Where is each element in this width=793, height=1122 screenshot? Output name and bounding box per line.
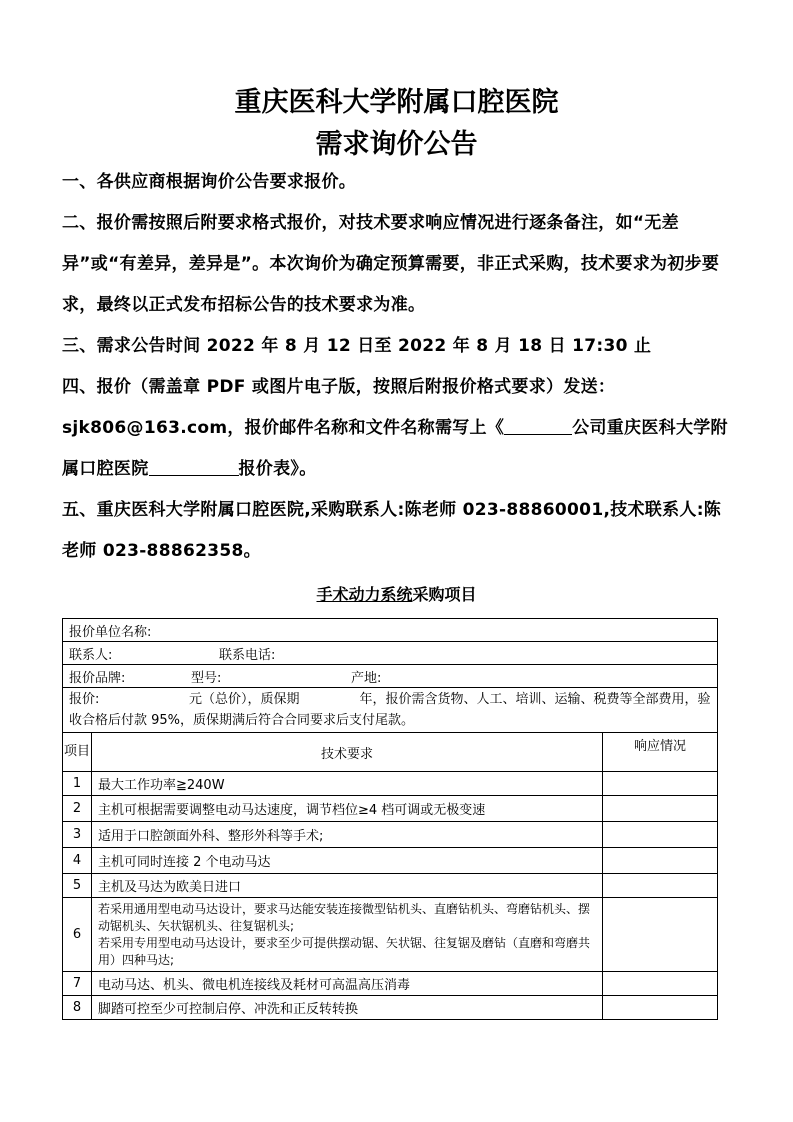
row-requirement: 适用于口腔颌面外科、整形外科等手术;	[92, 822, 603, 848]
row-number: 7	[63, 972, 92, 996]
contact-cell	[63, 642, 718, 665]
fill-blank-item	[149, 457, 239, 476]
price-cell	[63, 688, 718, 733]
row-response[interactable]	[603, 822, 718, 848]
row-response[interactable]	[603, 972, 718, 996]
brand-label: 报价品牌:	[69, 670, 126, 686]
row-requirement: 主机及马达为欧美日进口	[92, 874, 603, 898]
table-row	[63, 996, 718, 1020]
brand-cell	[63, 665, 718, 688]
row-requirement: 脚踏可控至少可控制启停、冲洗和正反转转换	[92, 996, 603, 1020]
row-response[interactable]	[603, 796, 718, 822]
info-row-unit	[63, 619, 718, 642]
table-row	[63, 848, 718, 874]
header-requirement: 技术要求	[92, 733, 603, 772]
row-number: 4	[63, 848, 92, 874]
row-requirement: 电动马达、机头、微电机连接线及耗材可高温高压消毒	[92, 972, 603, 996]
row-response[interactable]	[603, 996, 718, 1020]
row-requirement: 主机可根据需要调整电动马达速度，调节档位≥4 档可调或无极变速	[92, 796, 603, 822]
paragraph-3: 三、需求公告时间 2022 年 8 月 12 日至 2022 年 8 月 18 日 17:30 止	[62, 336, 652, 356]
document-subtitle: 需求询价公告	[315, 129, 478, 160]
price-label: 报价:	[69, 692, 100, 707]
fill-blank-company	[504, 416, 572, 435]
info-row-contact	[63, 642, 718, 665]
table-row	[63, 772, 718, 796]
table-title-rest: 采购项目	[412, 585, 477, 604]
phone-label: 联系电话:	[219, 647, 276, 663]
row-requirement-part-a: 若采用通用型电动马达设计，要求马达能安装连接微型钻机头、直磨钻机头、弯磨钻机头、摆动锯机头、矢状锯机头、往复锯机头;	[98, 901, 591, 933]
table-header-row	[63, 733, 718, 772]
document-title: 重庆医科大学附属口腔医院	[234, 87, 559, 118]
row-requirement	[92, 898, 603, 972]
paragraph-4-part-a: 四、报价（需盖章 PDF 或图片电子版，按照后附报价格式要求）发送：sjk806@163.com，报价邮件名称和文件名称需写上《	[62, 377, 616, 438]
paragraph-1: 一、各供应商根据询价公告要求报价。	[62, 172, 357, 192]
row-number: 8	[63, 996, 92, 1020]
contact-label: 联系人:	[69, 647, 113, 663]
paragraph-2: 二、报价需按照后附要求格式报价，对技术要求响应情况进行逐条备注，如“无差异”或“有差异，差异是”。本次询价为确定预算需要，非正式采购，技术要求为初步要求，最终以正式发布招标公告的技术要求为准。	[62, 213, 720, 315]
origin-label: 产地:	[351, 670, 382, 686]
table-row	[63, 972, 718, 996]
paragraph-5: 五、重庆医科大学附属口腔医院,采购联系人:陈老师 023-88860001,技术联系人:陈老师 023-88862358。	[62, 500, 722, 561]
row-number: 2	[63, 796, 92, 822]
row-number: 3	[63, 822, 92, 848]
header-response: 响应情况	[603, 733, 718, 772]
info-row-brand	[63, 665, 718, 688]
table-row	[63, 796, 718, 822]
row-number: 5	[63, 874, 92, 898]
paragraph-4-part-b: 公司重庆医科大学附属口腔医院	[62, 418, 728, 479]
table-title-underlined: 手术动力系统	[316, 585, 413, 604]
row-response[interactable]	[603, 772, 718, 796]
paragraph-4	[62, 367, 730, 490]
unit-name-cell: 报价单位名称:	[63, 619, 718, 642]
table-row	[63, 822, 718, 848]
row-requirement: 主机可同时连接 2 个电动马达	[92, 848, 603, 874]
row-requirement: 最大工作功率≧240W	[92, 772, 603, 796]
row-number: 1	[63, 772, 92, 796]
quote-table	[62, 618, 718, 1020]
info-row-price	[63, 688, 718, 733]
price-total-label: 元（总价），质保期	[189, 692, 300, 707]
paragraph-4-part-c: 报价表》。	[238, 459, 317, 479]
row-number: 6	[63, 898, 92, 972]
price-terms: 年，报价需含货物、人工、培训、运输、税费等全部费用，验收合格后付款 95%，质保期满后符合合同要求后支付尾款。	[69, 692, 711, 728]
header-item: 项目	[63, 733, 92, 772]
row-response[interactable]	[603, 898, 718, 972]
model-label: 型号:	[191, 670, 222, 686]
row-response[interactable]	[603, 848, 718, 874]
row-requirement-part-b: 若采用专用型电动马达设计，要求至少可提供摆动锯、矢状锯、往复锯及磨钻（直磨和弯磨共用）四种马达;	[98, 935, 591, 967]
table-row	[63, 874, 718, 898]
row-response[interactable]	[603, 874, 718, 898]
table-title	[0, 582, 793, 605]
table-row	[63, 898, 718, 972]
